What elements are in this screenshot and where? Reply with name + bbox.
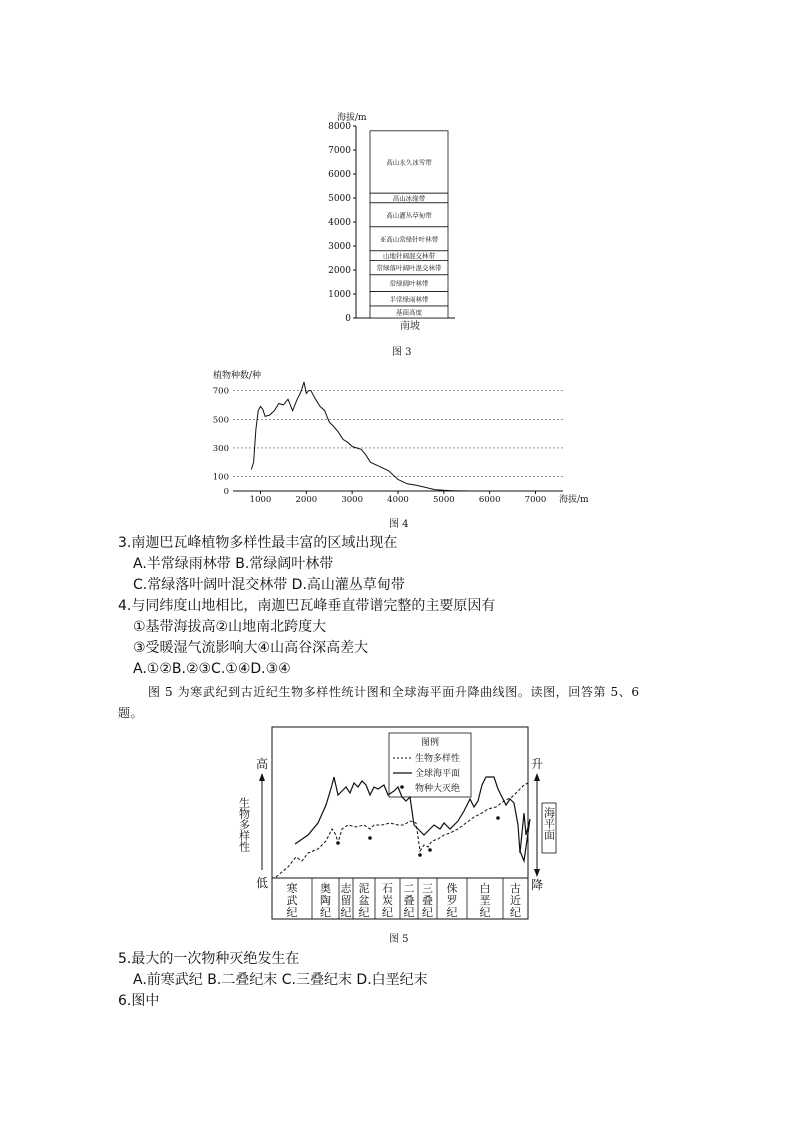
fig3-zone-label: 高山灌丛草甸带: [386, 211, 432, 220]
q4-stem: 4.与同纬度山地相比，南迦巴瓦峰垂直带谱完整的主要原因有: [118, 598, 496, 614]
extinction-dot: [336, 841, 340, 845]
fig5-period-label: 古近纪: [510, 882, 521, 919]
fig5-caption: 图 5: [389, 934, 409, 945]
fig4-y-tick-label: 300: [212, 443, 229, 454]
q4-choices: A.①②B.②③C.①④D.③④: [133, 661, 291, 677]
fig5-legend-sea: 全球海平面: [415, 769, 461, 779]
fig5-legend-ext: 物种大灭绝: [415, 784, 461, 794]
fig4-y-tick-label: 0: [223, 487, 229, 497]
fig3-zone-label: 基面高度: [396, 308, 422, 317]
q5-choices: A.前寒武纪 B.二叠纪末 C.三叠纪末 D.白垩纪末: [133, 972, 428, 988]
fig3-zone-label: 高山永久冰雪带: [386, 158, 432, 167]
fig3-y-tick-label: 7000: [328, 146, 351, 156]
fig3-ylabel: 海拔/m: [337, 113, 367, 123]
figure-3-altitude-zones: [320, 108, 470, 338]
q3-stem: 3.南迦巴瓦峰植物多样性最丰富的区域出现在: [118, 535, 398, 551]
fig5-period-label: 侏罗纪: [446, 882, 458, 919]
fig5-period-label: 奥陶纪: [320, 882, 331, 919]
fig3-zone-label: 常绿落叶阔叶混交林带: [376, 264, 442, 273]
fig5-right-arrowhead-up: [534, 773, 540, 781]
fig5-right-label: 海平面: [542, 807, 556, 840]
fig5-right-up: 升: [530, 757, 544, 771]
q4-options-12: ①基带海拔高②山地南北跨度大: [133, 619, 327, 635]
fig4-y-tick-label: 700: [212, 386, 229, 397]
fig3-y-tick-label: 5000: [328, 194, 351, 204]
fig4-x-tick-label: 2000: [295, 495, 318, 505]
fig5-left-label: 生物多样性: [238, 797, 251, 852]
intro-line-1: 图 5 为寒武纪到古近纪生物多样性统计图和全球海平面升降曲线图。读图，回答第 5、6: [148, 685, 640, 699]
extinction-dot: [428, 848, 432, 852]
fig5-left-low: 低: [255, 876, 269, 890]
fig3-caption: 图 3: [392, 347, 412, 358]
fig5-legend-bio: 生物多样性: [415, 754, 461, 764]
q5-stem: 5.最大的一次物种灭绝发生在: [118, 951, 300, 967]
fig5-period-label: 三叠纪: [422, 882, 433, 919]
fig4-y-tick-label: 100: [212, 472, 229, 483]
fig3-y-tick-label: 4000: [328, 218, 351, 228]
q6-stem: 6.图中: [118, 993, 160, 1009]
fig3-xlabel: 南坡: [400, 321, 420, 332]
q3-options-cd: C.常绿落叶阔叶混交林带 D.高山灌丛草甸带: [133, 577, 405, 593]
fig5-right-down: 降: [530, 878, 544, 892]
extinction-dot: [418, 853, 422, 857]
figure-4-species-chart: [205, 366, 595, 508]
fig4-caption: 图 4: [389, 519, 409, 530]
fig5-period-label: 寒武纪: [286, 882, 298, 919]
fig5-legend-ext-dot: [400, 785, 404, 789]
fig3-zone-label: 高山冰缘带: [392, 194, 426, 203]
intro-line-2: 题。: [118, 706, 144, 720]
fig4-x-tick-label: 4000: [387, 495, 409, 505]
fig4-x-tick-label: 7000: [524, 495, 547, 505]
fig5-right-arrowhead-down: [534, 869, 540, 877]
fig3-zone-label: 山地针阔混交林带: [383, 252, 435, 261]
fig5-period-label: 泥盆纪: [358, 882, 370, 919]
fig5-left-high: 高: [255, 757, 269, 771]
fig4-x-tick-label: 6000: [478, 495, 501, 505]
q4-options-34: ③受暖湿气流影响大④山高谷深高差大: [133, 640, 369, 656]
fig5-period-label: 石炭纪: [382, 882, 393, 919]
extinction-dot: [496, 816, 500, 820]
fig3-y-tick-label: 6000: [328, 170, 351, 180]
fig4-xlabel: 海拔/m: [559, 495, 589, 505]
fig4-species-line: [251, 382, 480, 491]
fig3-zone-label: 半常绿雨林带: [389, 295, 429, 304]
fig3-y-tick-label: 8000: [328, 122, 351, 132]
fig4-x-tick-label: 5000: [433, 495, 455, 505]
fig3-y-tick-label: 3000: [328, 242, 351, 252]
q3-options-ab: A.半常绿雨林带 B.常绿阔叶林带: [133, 556, 334, 572]
fig5-period-label: 志留纪: [340, 882, 352, 919]
fig4-ylabel: 植物种数/种: [213, 371, 262, 381]
fig5-period-label: 白垩纪: [479, 882, 491, 919]
fig3-zone-label: 常绿阔叶林带: [389, 279, 429, 288]
fig4-x-tick-label: 3000: [341, 495, 363, 505]
fig3-y-tick-label: 0: [345, 314, 351, 324]
fig5-period-label: 二叠纪: [403, 882, 415, 919]
fig3-y-tick-label: 1000: [328, 290, 351, 300]
extinction-dot: [368, 836, 372, 840]
fig3-y-tick-label: 2000: [328, 266, 351, 276]
fig3-zone-label: 亚高山常绿针叶林带: [379, 235, 439, 244]
fig4-y-tick-label: 500: [212, 415, 229, 426]
fig4-x-tick-label: 1000: [249, 495, 272, 505]
fig5-legend-title: 图例: [420, 738, 440, 748]
figure-5-biodiversity-sealevel: [238, 725, 568, 925]
fig5-left-arrowhead: [259, 773, 265, 781]
